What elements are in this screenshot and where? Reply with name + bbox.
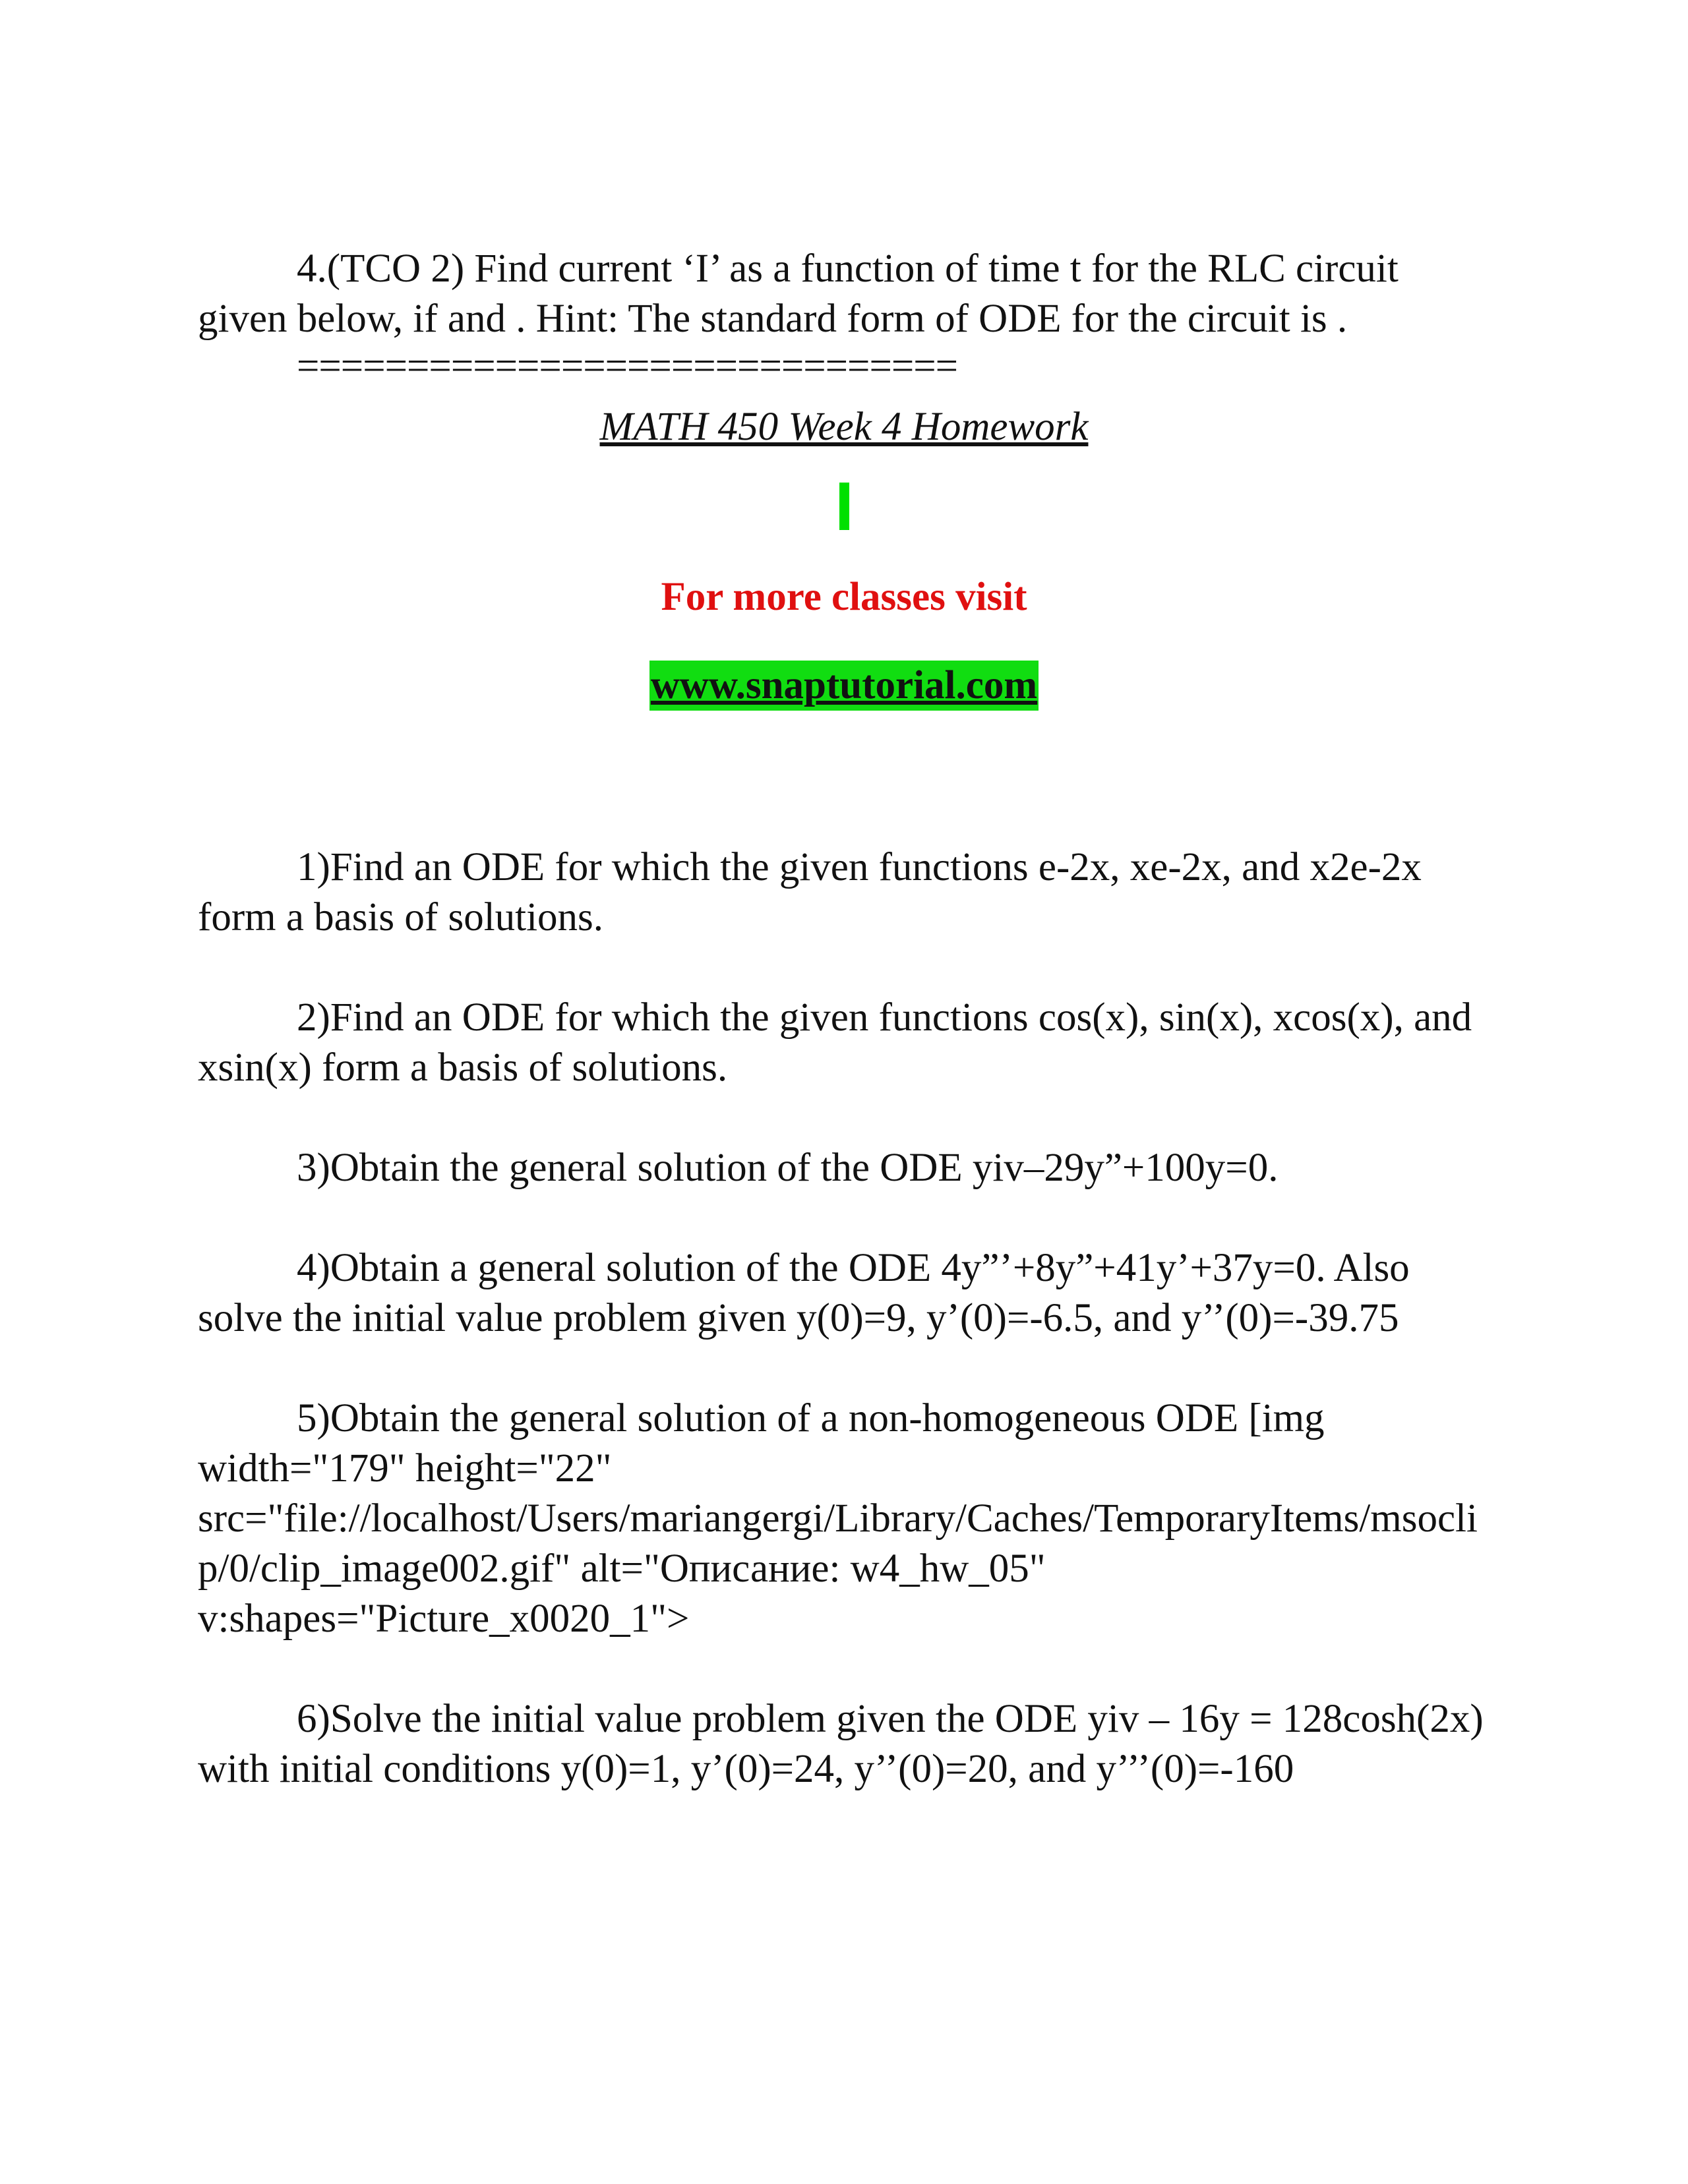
page-title: MATH 450 Week 4 Homework: [599, 405, 1089, 449]
question-6: 6)Solve the initial value problem given the ODE yiv – 16y = 128cosh(2x) with initial conditions y(0)=1, y’(0)=24, y’’(0)=20, and y’’’(0)=-160: [198, 1697, 1484, 1791]
question-list: [198, 842, 1490, 1794]
divider-line: ==============================: [297, 347, 958, 386]
promo-text: For more classes visit: [661, 575, 1027, 619]
green-bar-marker: [839, 483, 849, 530]
document-page: [198, 244, 1490, 1845]
question-2: 2)Find an ODE for which the given functions cos(x), sin(x), xcos(x), and xsin(x) form a basis of solutions.: [198, 995, 1472, 1090]
question-5: 5)Obtain the general solution of a non-homogeneous ODE [img width="179" height="22" src="file://localhost/Users/mariangergi/Library/Caches/TemporaryItems/msoclip/0/clip_image002.gif" alt="Описание: w4_hw_05" v:shapes="Picture_x0020_1">: [198, 1396, 1478, 1641]
snaptutorial-link[interactable]: www.snaptutorial.com: [649, 661, 1039, 711]
question-4: 4)Obtain a general solution of the ODE 4y”’+8y”+41y’+37y=0. Also solve the initial value problem given y(0)=9, y’(0)=-6.5, and y’’(0)=-39.75: [198, 1246, 1410, 1340]
question-3: 3)Obtain the general solution of the ODE yiv–29y”+100y=0.: [297, 1146, 1279, 1190]
tco-question: 4.(TCO 2) Find current ‘I’ as a function of time t for the RLC circuit given below, if and . Hint: The standard form of ODE for the circuit is .: [198, 247, 1399, 341]
link-container: [198, 661, 1490, 711]
marker-container: [198, 483, 1490, 535]
question-1: 1)Find an ODE for which the given functions e-2x, xe-2x, and x2e-2x form a basis of solutions.: [198, 845, 1422, 939]
